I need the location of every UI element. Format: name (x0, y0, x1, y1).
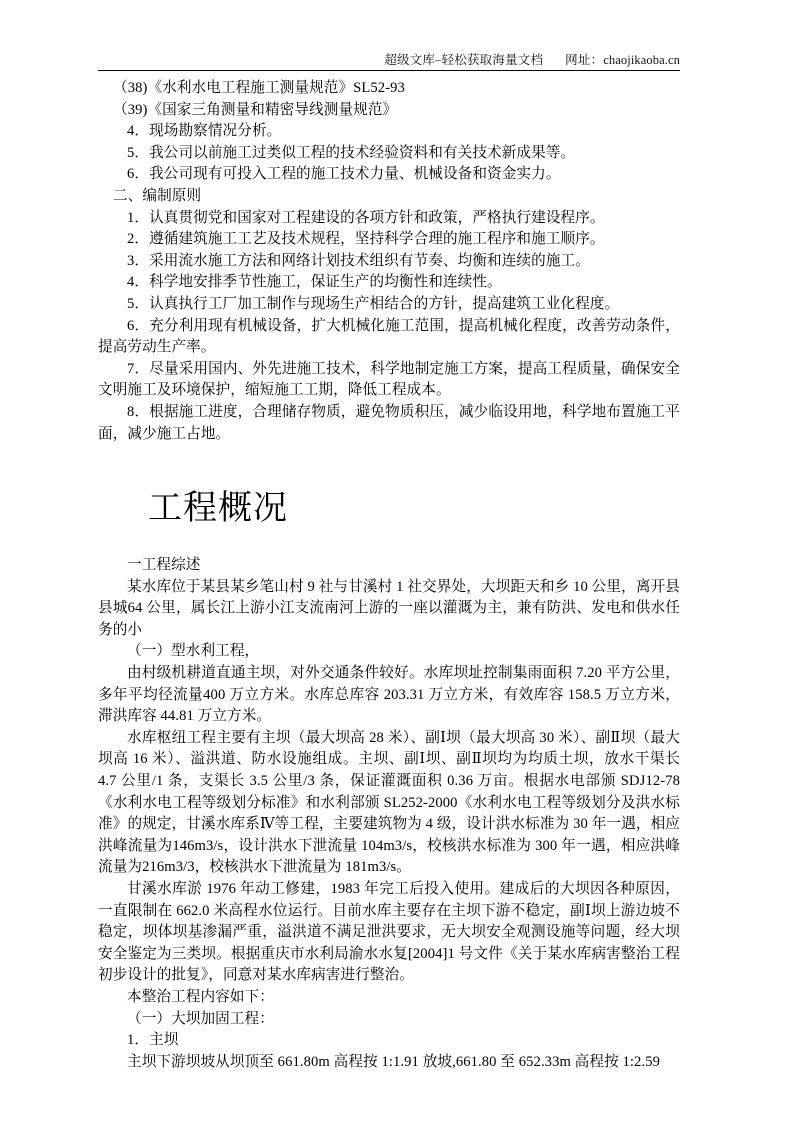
document-body (98, 78, 680, 1073)
header-url-label: 网址： (565, 53, 604, 67)
subsection-main-dam: 1．主坝 (127, 1032, 179, 1049)
principle-item-5: 5．认真执行工厂加工制作与现场生产相结合的方针，提高建筑工业化程度。 (127, 295, 620, 312)
paragraph-reservoir-overview: 某水库位于某县某乡笔山村 9 社与甘溪村 1 社交界处，大坝距天和乡 10 公里，离开县县城64 公里，属长江上游小江支流南河上游的一座以灌溉为主，兼有防洪、发电和供水任务的小 (98, 578, 680, 638)
paragraph-main-dam-slope: 主坝下游坝坡从坝顶至 661.80m 高程按 1:1.91 放坡,661.80 至 652.33m 高程按 1:2.59 (127, 1053, 661, 1070)
heading-top-spacer (98, 445, 680, 487)
principle-item-3: 3．采用流水施工方法和网络计划技术组织有节奏、均衡和连续的施工。 (127, 252, 590, 269)
header-text-row (98, 52, 680, 68)
page-header (98, 52, 680, 71)
principle-item-4: 4．科学地安排季节性施工，保证生产的均衡性和连续性。 (127, 274, 502, 291)
heading-bottom-spacer (98, 529, 680, 555)
principle-item-6: 6．充分利用现有机械设备，扩大机械化施工范围，提高机械化程度，改善劳动条件，提高劳动生产率。 (98, 317, 680, 356)
paragraph-reservoir-history: 甘溪水库淤 1976 年动工修建，1983 年完工后投入使用。建成后的大坝因各种原因，一直限制在 662.0 米高程水位运行。目前水库主要存在主坝下游不稳定，副Ⅰ坝上游边坡不稳定，坝体坝基渗漏严重，溢洪道不满足泄洪要求，无大坝安全观测设施等问题，经大坝安全鉴定为三类坝。根据重庆市水利局渝水水复[2004]1 号文件《关于某水库病害整治工程初步设计的批复》，同意对某水库病害进行整治。 (98, 881, 680, 984)
header-site-name: 超级文库–轻松获取海量文档 (384, 53, 544, 67)
paragraph-scope-intro: 本整治工程内容如下： (127, 988, 274, 1005)
paragraph-hub-works: 水库枢纽工程主要有主坝（最大坝高 28 米）、副Ⅰ坝（最大坝高 30 米）、副Ⅱ坝（最大坝高 16 米）、溢洪道、防水设施组成。主坝、副Ⅰ坝、副Ⅱ坝均为均质土坝，放水干渠长 4.7 公里/1 条，支渠长 3.5 公里/3 条，保证灌溉面积 0.36 万亩。根据水电部颁 SDJ12-78《水利水电工程等级划分标准》和水利部颁 SL252-2000《水利水电工程等级划分及洪水标准》的规定，甘溪水库系Ⅳ等工程，主要建筑物为 4 级，设计洪水标准为 30 年一遇，相应洪峰流量为146m3/s，设计洪水下泄流量 104m3/s，校核洪水标准为 300 年一遇，相应洪峰流量为216m3/3，校核洪水下泄流量为 181m3/s。 (98, 729, 680, 876)
list-item-5: 5．我公司以前施工过类似工程的技术经验资料和有关技术新成果等。 (127, 144, 576, 161)
list-item-6: 6．我公司现有可投入工程的施工技术力量、机械设备和资金实力。 (127, 166, 561, 183)
paragraph-project-type: （一）型水利工程， (127, 643, 260, 660)
subsection-overview-heading: 一工程综述 (127, 557, 201, 574)
page-title: 工程概况 (148, 488, 288, 529)
paragraph-reservoir-capacity: 由村级机耕道直通主坝，对外交通条件较好。水库坝址控制集雨面积 7.20 平方公里，多年平均径流量400 万立方米。水库总库容 203.31 万立方米，有效库容 158.5 万立方米，滞洪库容 44.81 万立方米。 (98, 665, 680, 725)
principle-item-1: 1．认真贯彻党和国家对工程建设的各项方针和政策，严格执行建设程序。 (127, 209, 605, 226)
list-item-4: 4．现场勘察情况分析。 (127, 123, 282, 140)
subsection-dam-reinforcement: （一）大坝加固工程： (127, 1010, 274, 1027)
standard-item-39: （39)《国家三角测量和精密导线测量规范》 (113, 101, 398, 118)
principle-item-2: 2．遵循建筑施工工艺及技术规程，坚持科学合理的施工程序和施工顺序。 (127, 231, 605, 248)
section-heading-two: 二、编制原则 (113, 187, 202, 204)
standard-item-38: （38)《水利水电工程施工测量规范》SL52-93 (113, 80, 405, 96)
header-url: chaojikaoba.cn (603, 53, 680, 67)
principle-item-7: 7．尽量采用国内、外先进施工技术，科学地制定施工方案，提高工程质量，确保安全文明施工及环境保护，缩短施工工期，降低工程成本。 (98, 360, 680, 399)
header-divider (98, 70, 680, 71)
principle-item-8: 8．根据施工进度，合理储存物质，避免物质积压，减少临设用地，科学地布置施工平面，减少施工占地。 (98, 403, 680, 442)
